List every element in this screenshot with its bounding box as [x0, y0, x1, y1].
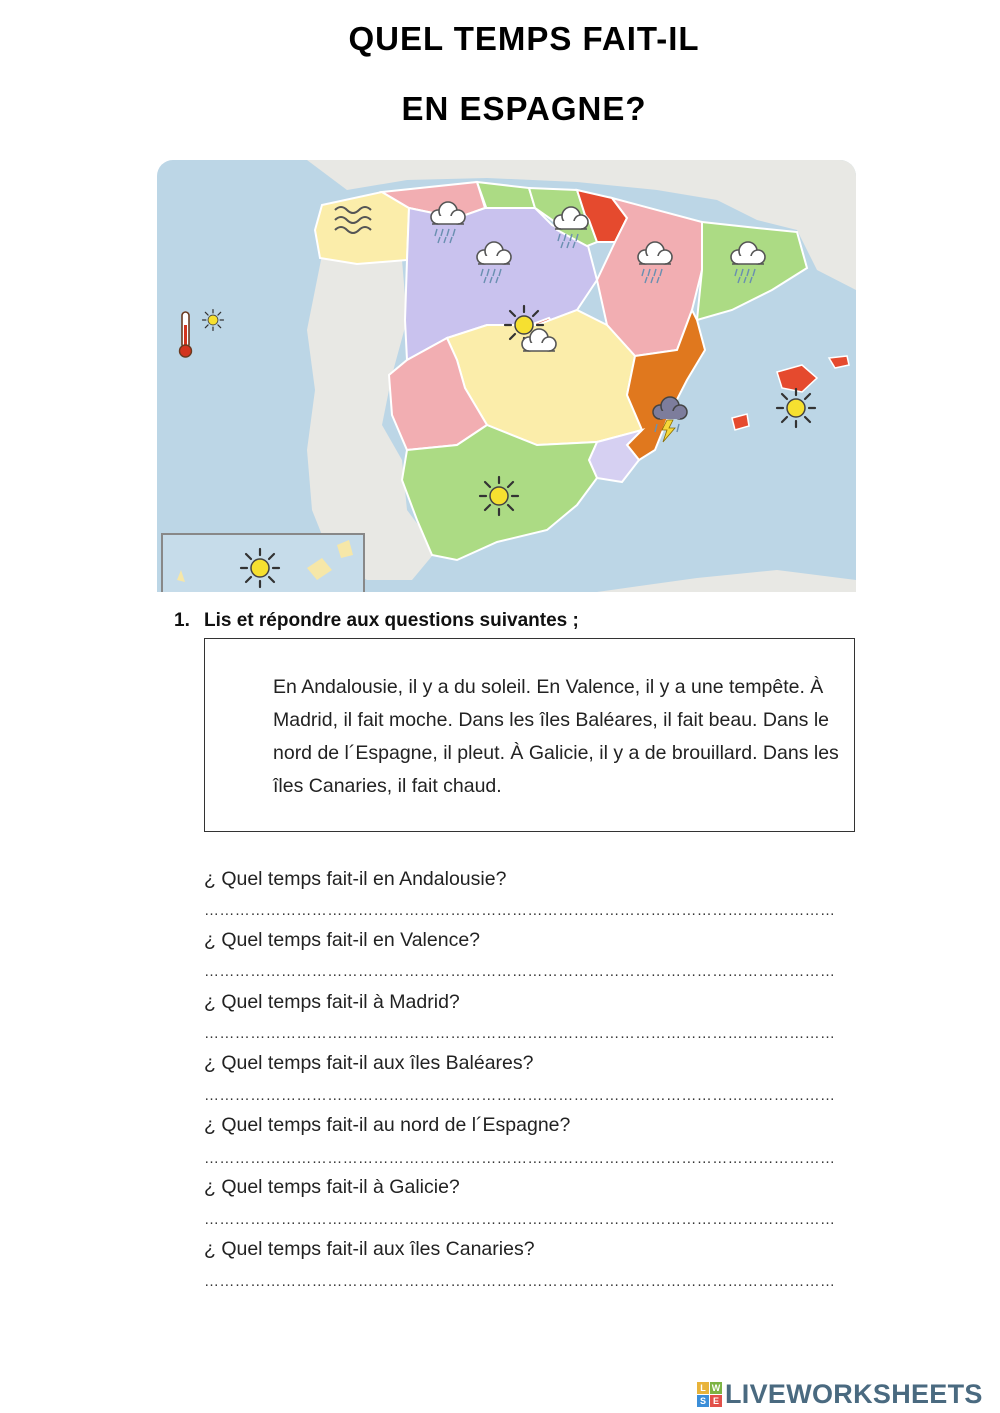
answer-line-4[interactable]: …………………………………………………………………………………………………………… — [204, 1087, 836, 1104]
brand-wordmark: LIVEWORKSHEETS — [725, 1378, 983, 1409]
answer-line-3[interactable]: …………………………………………………………………………………………………………… — [204, 1025, 836, 1042]
question-1: ¿ Quel temps fait-il en Andalousie? — [204, 868, 507, 890]
question-3: ¿ Quel temps fait-il à Madrid? — [204, 991, 460, 1013]
exercise-instruction — [174, 610, 579, 632]
title-line-1: QUEL TEMPS FAIT-IL — [348, 20, 700, 57]
instruction-text: Lis et répondre aux questions suivantes ; — [204, 610, 579, 631]
spain-weather-map — [157, 160, 856, 592]
sun-icon — [777, 389, 815, 427]
question-5: ¿ Quel temps fait-il au nord de l´Espagne? — [204, 1114, 571, 1136]
liveworksheets-brand[interactable] — [697, 1377, 983, 1411]
thermometer-icon — [180, 312, 192, 357]
reading-passage-box — [204, 638, 855, 832]
reading-passage: En Andalousie, il y a du soleil. En Valence, il y a une tempête. À Madrid, il fait moche. Dans les îles Baléares, il fait beau. Dans le nord de l´Espagne, il pleut. À Galicie, il y a de brouillard. Dans les îles Canaries, il fait chaud. — [273, 676, 839, 797]
answer-line-7[interactable]: …………………………………………………………………………………………………………… — [204, 1273, 836, 1290]
question-2: ¿ Quel temps fait-il en Valence? — [204, 929, 481, 951]
answer-line-2[interactable]: …………………………………………………………………………………………………………… — [204, 963, 836, 980]
question-4: ¿ Quel temps fait-il aux îles Baléares? — [204, 1052, 534, 1074]
sun-icon — [203, 310, 224, 331]
sun-icon — [480, 477, 518, 515]
exercise-number: 1. — [174, 610, 190, 631]
answer-line-1[interactable]: …………………………………………………………………………………………………………… — [204, 902, 836, 919]
logo-tile: L — [697, 1382, 709, 1394]
logo-tile: S — [697, 1395, 709, 1407]
question-7: ¿ Quel temps fait-il aux îles Canaries? — [204, 1238, 535, 1260]
answer-line-5[interactable]: …………………………………………………………………………………………………………… — [204, 1150, 836, 1167]
question-6: ¿ Quel temps fait-il à Galicie? — [204, 1176, 460, 1198]
answer-line-6[interactable]: …………………………………………………………………………………………………………… — [204, 1211, 836, 1228]
liveworksheets-logo-icon — [697, 1382, 722, 1407]
logo-tile: E — [710, 1395, 722, 1407]
sun-icon — [241, 549, 279, 587]
title-line-2: EN ESPAGNE? — [401, 90, 647, 127]
logo-tile: W — [711, 1382, 721, 1393]
